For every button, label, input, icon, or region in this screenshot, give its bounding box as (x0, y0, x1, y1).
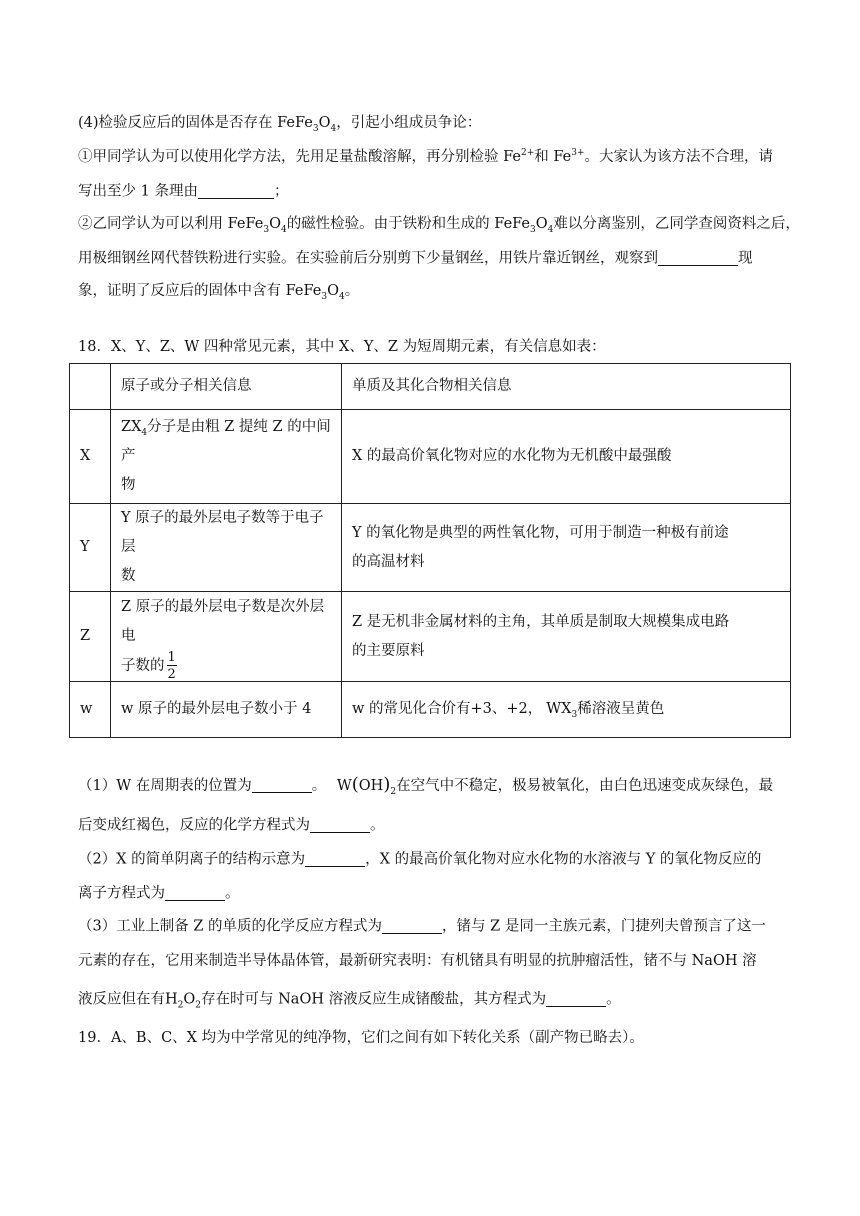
subscript: 2 (195, 1000, 202, 1011)
text: 用极细钢丝网代替铁粉进行实验。在实验前后分别剪下少量钢丝，用铁片靠近钢丝，观察到 (78, 250, 658, 267)
paren: ) (383, 774, 391, 795)
q18-sub1-line1 (78, 774, 774, 797)
formula: W (336, 778, 352, 794)
atom-info-cell (111, 504, 342, 592)
text: 象，证明了反应后的固体中含有 Fe (78, 283, 304, 299)
subscript: 3 (312, 123, 319, 134)
text: 。 (225, 885, 240, 902)
subscript: 4 (280, 224, 287, 235)
compound-info-cell: X 的最高价氧化物对应的水化物为无机酸中最强酸 (342, 410, 791, 504)
text: （1）W 在周期表的位置为 (78, 778, 252, 794)
answer-blank[interactable] (382, 918, 442, 934)
answer-blank[interactable] (658, 250, 738, 266)
text: Fe (512, 216, 531, 232)
element-cell: w (70, 682, 111, 738)
text: ，X 的最高价氧化物对应水化物的水溶液与 Y 的氧化物反应的 (365, 851, 762, 868)
text: Fe (303, 283, 322, 299)
q19-stem: 19．A、B、C、X 均为中学常见的纯净物，它们之间有如下转化关系（副产物已略去）。 (78, 1030, 644, 1046)
subscript: 4 (338, 291, 345, 302)
text: 现 (738, 250, 753, 267)
q17-point2-line3 (78, 283, 360, 302)
formula: ZX (121, 419, 142, 435)
subscript: 2 (177, 1000, 184, 1011)
text: 数 (121, 568, 136, 584)
text: 的主要原料 (352, 642, 425, 659)
q18-sub1-line2 (78, 817, 385, 833)
q18-sub2-line2 (78, 885, 240, 901)
table-header-cell: 单质及其化合物相关信息 (342, 364, 791, 410)
subscript: 2 (390, 786, 397, 797)
text: 离子方程式为 (78, 885, 165, 902)
formula: H (165, 991, 178, 1008)
compound-info-cell (342, 592, 791, 682)
text: Fe (295, 115, 313, 131)
text: 液反应但在有 (78, 991, 165, 1008)
text: w 的常见化合价有+3、+2， (352, 701, 543, 717)
subscript: 3 (321, 291, 328, 302)
text: 分子是由粗 Z 提纯 Z 的中间产 (121, 419, 331, 464)
q18-sub2-line1 (78, 851, 761, 867)
formula: WX (546, 701, 572, 717)
text: 。大家认为该方法不合理，请 (584, 149, 773, 165)
subscript: 3 (530, 224, 536, 235)
formula: O (183, 991, 196, 1008)
table-row (70, 682, 791, 738)
table-row (70, 410, 791, 504)
text: 和 Fe (534, 149, 572, 165)
fraction (167, 651, 177, 681)
answer-blank[interactable] (310, 817, 370, 833)
element-cell: X (70, 410, 111, 504)
element-cell: Z (70, 592, 111, 682)
answer-blank[interactable] (546, 991, 606, 1007)
q17-point2-line2 (78, 250, 753, 266)
subscript: 3 (571, 709, 578, 720)
text: 子数的 (121, 657, 165, 674)
text: ②乙同学认为可以利用 Fe (78, 216, 246, 232)
q18-sub3-line3 (78, 991, 621, 1011)
text: 难以分离鉴别，乙同学查阅资料之后， (553, 216, 800, 232)
q17-point1-line2 (78, 183, 288, 199)
text: ，锗与 Z 是同一主族元素，门捷列夫曾预言了这一 (442, 918, 766, 935)
text: 存在时可与 NaOH 溶液反应生成锗酸盐，其方程式为 (201, 991, 547, 1008)
atom-info-cell (111, 592, 342, 682)
text: 。 (311, 778, 327, 794)
answer-blank[interactable] (198, 183, 274, 199)
text: （2）X 的简单阴离子的结构示意为 (78, 851, 306, 868)
text: 的磁性检验。由于铁粉和生成的 Fe (286, 216, 513, 232)
text: 写出至少 1 条理由 (78, 183, 198, 200)
subscript: 4 (330, 123, 337, 134)
text: 的高温材料 (352, 553, 425, 570)
compound-info-cell (342, 504, 791, 592)
formula: OH (358, 778, 384, 794)
table-header-cell: 原子或分子相关信息 (111, 364, 342, 410)
text: (4)检验反应后的固体是否存在 Fe (78, 115, 295, 131)
subscript: 4 (547, 224, 554, 235)
answer-blank[interactable] (305, 851, 365, 867)
answer-blank[interactable] (165, 885, 225, 901)
atom-info-cell (111, 410, 342, 504)
text: O (269, 216, 281, 232)
subscript: 3 (263, 224, 270, 235)
text: ①甲同学认为可以使用化学方法，先用足量盐酸溶解，再分别检验 Fe (78, 149, 521, 165)
q17-point2-line1 (78, 216, 800, 235)
table-header-row (70, 364, 791, 410)
table-header-cell (70, 364, 111, 410)
text: 物 (121, 477, 136, 493)
text: O (327, 283, 339, 299)
text: 后变成红褐色，反应的化学方程式为 (78, 817, 310, 834)
q17-part4-stem (78, 115, 482, 134)
text: ； (273, 183, 289, 200)
text: Z 原子的最外层电子数是次外层电 (121, 598, 325, 644)
text: O (318, 115, 331, 131)
text: 。 (606, 991, 621, 1008)
text: O (535, 216, 548, 232)
text: Z 是无机非金属材料的主角，其单质是制取大规模集成电路 (352, 613, 730, 630)
text: Y 的氧化物是典型的两性氧化物，可用于制造一种极有前途 (352, 524, 729, 541)
subscript: 4 (141, 427, 148, 438)
text: 在空气中不稳定，极易被氧化，由白色迅速变成灰绿色，最 (396, 778, 774, 794)
text: 。 (344, 283, 360, 299)
text: ，引起小组成员争论： (336, 115, 482, 131)
superscript: 2+ (520, 148, 535, 159)
q18-sub3-line1 (78, 918, 766, 934)
compound-info-cell (342, 682, 791, 738)
q17-point1-line1 (78, 150, 773, 165)
element-cell: Y (70, 504, 111, 592)
text: Y 原子的最外层电子数等于电子层 (121, 510, 324, 555)
atom-info-cell: w 原子的最外层电子数小于 4 (111, 682, 342, 738)
superscript: 3+ (571, 148, 585, 159)
denominator: 2 (167, 666, 176, 682)
q18-sub3-line2: 元素的存在，它用来制造半导体晶体管，最新研究表明：有机锗具有明显的抗肿瘤活性，锗不与 NaOH 溶 (78, 953, 757, 969)
element-info-table (69, 363, 791, 738)
text: 。 (370, 817, 385, 834)
numerator: 1 (167, 649, 176, 665)
text: （3）工业上制备 Z 的单质的化学反应方程式为 (78, 918, 383, 935)
text: Fe (245, 216, 264, 232)
paren: ( (351, 774, 359, 795)
text: 稀溶液呈黄色 (577, 701, 665, 717)
q18-stem: 18．X、Y、Z、W 四种常见元素，其中 X、Y、Z 为短周期元素，有关信息如表： (78, 339, 606, 355)
table-row (70, 504, 791, 592)
answer-blank[interactable] (252, 778, 312, 794)
table-row (70, 592, 791, 682)
